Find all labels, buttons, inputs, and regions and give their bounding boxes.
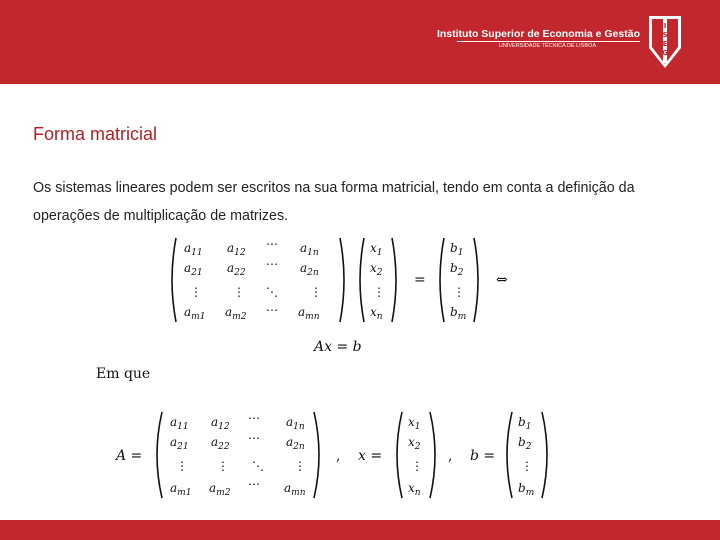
equals-sign: = (414, 272, 426, 288)
svg-text:S: S (662, 31, 668, 39)
a21: $a_{21}$ (184, 261, 203, 278)
cdots: ⋯ (266, 237, 278, 251)
svg-text:a2n: $a_{2n}$ (286, 435, 305, 452)
svg-text:⋯: ⋯ (248, 411, 260, 425)
svg-text:⋮: ⋮ (176, 459, 188, 473)
svg-text:a21: $a_{21}$ (170, 435, 189, 452)
am1: $a_{m1}$ (184, 305, 206, 322)
footer-bar (0, 520, 720, 540)
compact-equation: Ax = b (314, 339, 362, 355)
svg-text:⋯: ⋯ (248, 431, 260, 445)
institution-name: Instituto Superior de Economia e Gestão (436, 28, 640, 40)
university-name: UNIVERSIDADE TÉCNICA DE LISBOA (498, 43, 596, 49)
slide-title: Forma matricial (33, 124, 158, 144)
svg-text:x1: $x_1$ (370, 241, 383, 258)
svg-text:x2: $x_2$ (370, 261, 383, 278)
svg-text:a22: $a_{22}$ (211, 435, 230, 452)
comma-2: , (448, 448, 453, 464)
cdots: ⋯ (266, 257, 278, 271)
iff-symbol: ⇔ (496, 272, 508, 288)
svg-text:xn: $x_n$ (408, 481, 421, 498)
em-que-label: Em que (96, 366, 151, 382)
svg-text:⋮: ⋮ (373, 285, 385, 299)
svg-text:E: E (662, 40, 668, 48)
svg-text:x1: $x_1$ (408, 415, 421, 432)
svg-text:am1: $a_{m1}$ (170, 481, 192, 498)
svg-text:⋱: ⋱ (252, 459, 264, 473)
svg-text:b1: $b_1$ (518, 415, 532, 432)
x-label: x = (358, 448, 383, 464)
a1n: $a_{1n}$ (300, 241, 319, 258)
equation1-vector-b (440, 238, 478, 322)
equation2-vector-x (397, 412, 435, 498)
svg-text:b2: $b_2$ (450, 261, 464, 278)
equation1-matrix-a (172, 237, 344, 322)
amn: $a_{mn}$ (298, 305, 320, 322)
a11: $a_{11}$ (184, 241, 203, 258)
svg-text:⋮: ⋮ (453, 285, 465, 299)
a2n: $a_{2n}$ (300, 261, 319, 278)
cdots: ⋯ (266, 303, 278, 317)
equation2-matrix-a (157, 411, 319, 498)
svg-text:⋮: ⋮ (294, 459, 306, 473)
svg-text:a11: $a_{11}$ (170, 415, 189, 432)
equation2-vector-b (507, 412, 547, 498)
svg-text:bm: $b_m$ (450, 305, 467, 322)
b-label: b = (470, 448, 496, 464)
svg-text:am2: $a_{m2}$ (209, 481, 231, 498)
svg-text:⋮: ⋮ (521, 459, 533, 473)
vdots: ⋮ (233, 285, 245, 299)
svg-text:⋮: ⋮ (217, 459, 229, 473)
svg-text:b2: $b_2$ (518, 435, 532, 452)
svg-text:b1: $b_1$ (450, 241, 464, 258)
comma-1: , (336, 448, 341, 464)
vdots: ⋮ (190, 285, 202, 299)
svg-text:⋯: ⋯ (248, 477, 260, 491)
equation1-vector-x (360, 238, 396, 322)
a-label: A = (116, 448, 143, 464)
svg-text:G: G (662, 49, 668, 57)
ddots: ⋱ (266, 285, 278, 299)
svg-text:x2: $x_2$ (408, 435, 421, 452)
svg-text:amn: $a_{mn}$ (284, 481, 306, 498)
a22: $a_{22}$ (227, 261, 246, 278)
svg-text:xn: $x_n$ (370, 305, 383, 322)
svg-text:a1n: $a_{1n}$ (286, 415, 305, 432)
vdots: ⋮ (310, 285, 322, 299)
a12: $a_{12}$ (227, 241, 246, 258)
svg-text:I: I (663, 22, 667, 30)
svg-text:bm: $b_m$ (518, 481, 535, 498)
slide-paragraph: Os sistemas lineares podem ser escritos na sua forma matricial, tendo em conta a definição da operações de multiplicação de matrizes. (33, 180, 635, 224)
svg-text:⋮: ⋮ (411, 459, 423, 473)
am2: $a_{m2}$ (225, 305, 247, 322)
svg-text:a12: $a_{12}$ (211, 415, 230, 432)
